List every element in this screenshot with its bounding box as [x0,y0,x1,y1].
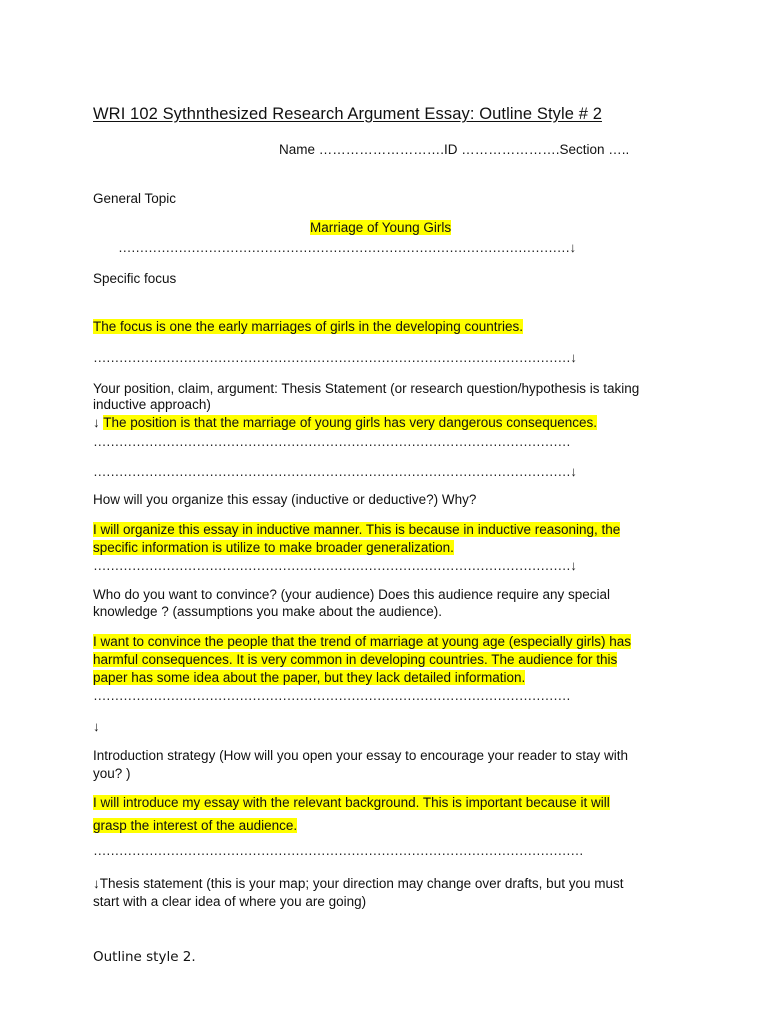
organize-answer-line-2 [93,539,454,557]
thesis-answer-text: The position is that the marriage of young girls has very dangerous consequences. [103,415,598,430]
dotted-line-3: ………………………………………………………………………………………………… [93,434,571,449]
name-id-section-line: Name ……………………….ID ………………….Section ….. [279,142,630,157]
audience-answer-line-3-text: paper has some idea about the paper, but they lack detailed information. [93,670,526,685]
specific-focus-label: Specific focus [93,271,177,286]
introduction-label-line-2: you? ) [93,766,131,781]
thesis-answer [93,414,597,432]
thesis-label-line-1: Your position, claim, argument: Thesis Statement (or research question/hypothesis is taking [93,381,640,396]
audience-answer-line-1 [93,633,631,651]
standalone-arrow: ↓ [93,719,100,734]
general-topic-label: General Topic [93,191,177,206]
organize-answer-line-2-text: specific information is utilize to make broader generalization. [93,540,454,555]
audience-label-line-2: knowledge ? (assumptions you make about the audience). [93,604,442,619]
dotted-line-1: ……………………………………………………………………………………………↓ [118,240,576,255]
thesis-label-line-2: inductive approach) [93,397,211,412]
footer-outline-style: Outline style 2. [93,949,196,965]
introduction-answer-line-1 [93,794,610,812]
audience-answer-line-3 [93,669,525,687]
general-topic-answer-text: Marriage of Young Girls [310,220,452,235]
audience-answer-line-2-text: harmful consequences. It is very common in developing countries. The audience for this [93,652,618,667]
introduction-answer-line-1-text: I will introduce my essay with the relevant background. This is important because it will [93,795,610,810]
thesis-arrow: ↓ [93,415,100,430]
introduction-answer-line-2 [93,817,297,835]
dotted-line-5: …………………………………………………………………………………………………↓ [93,558,577,573]
thesis-map-line-1: ↓Thesis statement (this is your map; your direction may change over drafts, but you must [93,876,624,891]
audience-label-line-1: Who do you want to convince? (your audience) Does this audience require any special [93,587,611,602]
dotted-line-2: …………………………………………………………………………………………………↓ [93,350,577,365]
dotted-line-7: …………………………………………………………………………………………………… [93,843,584,858]
audience-answer-line-1-text: I want to convince the people that the trend of marriage at young age (especially girls) has [93,634,632,649]
audience-answer-line-2 [93,651,617,669]
organize-answer-line-1 [93,521,620,539]
introduction-answer-line-2-text: grasp the interest of the audience. [93,818,298,833]
dotted-line-6: ………………………………………………………………………………………………… [93,688,571,703]
document-title: WRI 102 Sythnthesized Research Argument Essay: Outline Style # 2 [93,105,602,123]
introduction-label-line-1: Introduction strategy (How will you open your essay to encourage your reader to stay with [93,748,629,763]
organize-answer-line-1-text: I will organize this essay in inductive manner. This is because in inductive reasoning, the [93,522,621,537]
general-topic-answer [310,219,451,237]
dotted-line-4: …………………………………………………………………………………………………↓ [93,464,577,479]
specific-focus-answer-text: The focus is one the early marriages of girls in the developing countries. [93,319,523,334]
organize-label: How will you organize this essay (inductive or deductive?) Why? [93,492,477,507]
specific-focus-answer [93,318,523,336]
thesis-map-line-2: start with a clear idea of where you are going) [93,894,367,909]
